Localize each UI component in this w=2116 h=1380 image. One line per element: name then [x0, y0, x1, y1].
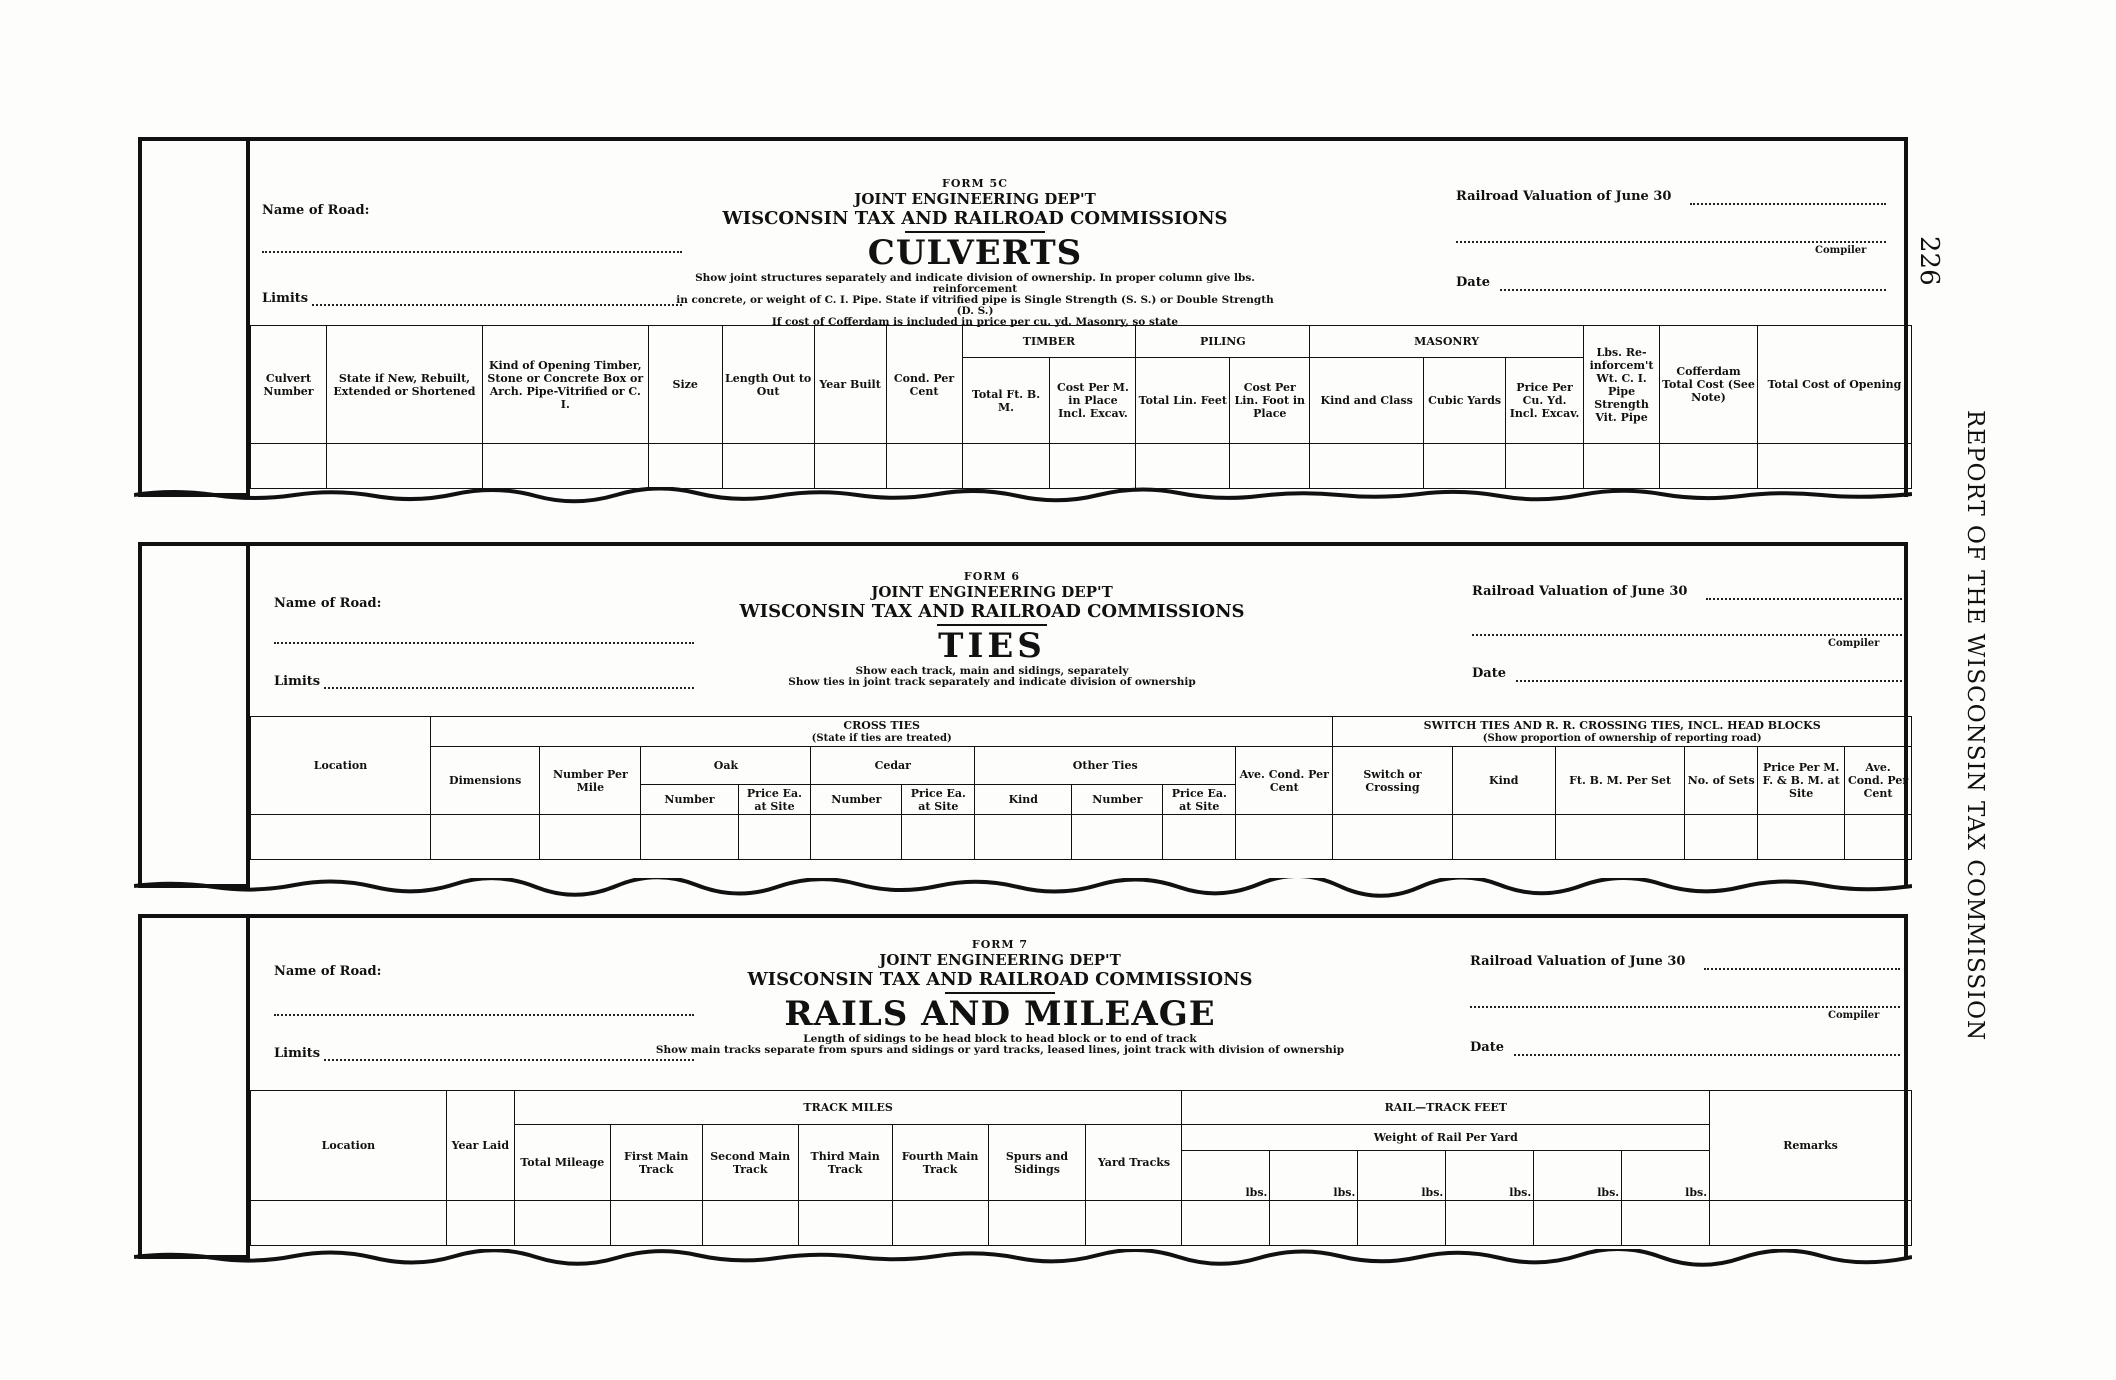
table-row — [251, 444, 1912, 489]
compiler-label: Compiler — [1815, 245, 1867, 256]
valuation-label: Railroad Valuation of June 30 — [1456, 189, 1672, 204]
form-stub — [138, 542, 250, 888]
page-number: 226 — [1914, 236, 1944, 286]
switch-ties-subtitle: (Show proportion of ownership of reporting road) — [1482, 732, 1762, 744]
col-switch-or-crossing: Switch or Crossing — [1333, 747, 1452, 815]
col-yard: Yard Tracks — [1086, 1125, 1182, 1201]
col-piling-cost: Cost Per Lin. Foot in Place — [1230, 358, 1310, 444]
col-lbs-reinforcem: Lbs. Re-inforcem't Wt. C. I. Pipe Strength Vit. Pipe — [1584, 326, 1660, 444]
name-of-road-line — [262, 251, 682, 253]
col-total-mileage: Total Mileage — [514, 1125, 610, 1201]
group-cross-ties — [431, 717, 1333, 747]
form-title: TIES — [938, 626, 1046, 666]
col-year-laid: Year Laid — [446, 1091, 514, 1201]
form-note-1: Show each track, main and sidings, separately — [855, 665, 1129, 677]
col-culvert-number: Culvert Number — [251, 326, 327, 444]
col-cond: Cond. Per Cent — [886, 326, 962, 444]
col-other-number: Number — [1072, 785, 1163, 815]
ties-table — [250, 716, 1912, 860]
group-other-ties: Other Ties — [975, 747, 1236, 785]
col-first-main: First Main Track — [610, 1125, 702, 1201]
form-title: CULVERTS — [867, 233, 1083, 273]
limits-label: Limits — [274, 1046, 321, 1061]
col-dimensions: Dimensions — [431, 747, 540, 815]
form-header — [250, 546, 1904, 716]
col-cedar-price: Price Ea. at Site — [902, 785, 975, 815]
name-of-road-label: Name of Road: — [274, 596, 382, 611]
limits-label: Limits — [274, 674, 321, 689]
cross-ties-title: CROSS TIES — [843, 718, 920, 732]
group-weight: Weight of Rail Per Yard — [1182, 1125, 1710, 1151]
form-number: FORM 5C — [942, 177, 1008, 190]
col-lbs-6: lbs. — [1622, 1151, 1710, 1201]
col-ft-bm-per-set: Ft. B. M. Per Set — [1555, 747, 1684, 815]
col-location: Location — [251, 1091, 447, 1201]
col-masonry-kind: Kind and Class — [1310, 358, 1424, 444]
col-piling-total: Total Lin. Feet — [1136, 358, 1230, 444]
compiler-line — [1472, 634, 1902, 636]
date-line — [1514, 1054, 1900, 1056]
running-head: REPORT OF THE WISCONSIN TAX COMMISSION — [1962, 410, 1988, 1042]
group-oak: Oak — [641, 747, 811, 785]
form-note-1: Length of sidings to be head block to head block or to end of track — [803, 1033, 1197, 1045]
col-no-of-sets: No. of Sets — [1685, 747, 1758, 815]
form-note-2: Show main tracks separate from spurs and sidings or yard tracks, leased lines, joint track with division of ownership — [655, 1044, 1345, 1056]
group-masonry: MASONRY — [1310, 326, 1584, 358]
valuation-line — [1706, 598, 1902, 600]
torn-edge — [134, 878, 1912, 898]
name-of-road-line — [274, 1014, 694, 1016]
form-ties — [138, 542, 1908, 888]
group-piling: PILING — [1136, 326, 1310, 358]
col-oak-number: Number — [641, 785, 738, 815]
limits-line — [324, 687, 694, 689]
col-spurs: Spurs and Sidings — [988, 1125, 1086, 1201]
group-track-miles: TRACK MILES — [514, 1091, 1182, 1125]
form-panel — [246, 914, 1908, 1259]
form-title-block — [650, 938, 1350, 1056]
date-label: Date — [1472, 666, 1506, 681]
col-lbs-4: lbs. — [1446, 1151, 1534, 1201]
col-lbs-3: lbs. — [1358, 1151, 1446, 1201]
form-note-3: If cost of Cofferdam is included in price per cu. yd. Masonry, so state — [771, 316, 1179, 328]
form-header — [250, 141, 1904, 328]
compiler-label: Compiler — [1828, 1010, 1880, 1021]
col-kind-of-opening: Kind of Opening Timber, Stone or Concrete Box or Arch. Pipe-Vitrified or C. I. — [482, 326, 648, 444]
date-line — [1516, 680, 1902, 682]
col-timber-total: Total Ft. B. M. — [962, 358, 1050, 444]
valuation-label: Railroad Valuation of June 30 — [1470, 954, 1686, 969]
form-note-2: in concrete, or weight of C. I. Pipe. State if vitrified pipe is Single Strength (S. S.) or Double Strength (D. S.) — [676, 294, 1274, 317]
commission-name: WISCONSIN TAX AND RAILROAD COMMISSIONS — [722, 208, 1228, 229]
col-masonry-price: Price Per Cu. Yd. Incl. Excav. — [1506, 358, 1584, 444]
col-fourth-main: Fourth Main Track — [892, 1125, 988, 1201]
col-state-if-new: State if New, Rebuilt, Extended or Shortened — [326, 326, 482, 444]
col-switch-kind: Kind — [1452, 747, 1555, 815]
col-ave-cond-2: Ave. Cond. Per Cent — [1845, 747, 1912, 815]
col-lbs-1: lbs. — [1182, 1151, 1270, 1201]
form-stub — [138, 914, 250, 1259]
torn-edge — [134, 487, 1912, 507]
compiler-line — [1456, 241, 1886, 243]
col-remarks: Remarks — [1710, 1091, 1912, 1201]
date-label: Date — [1456, 275, 1490, 290]
form-note-1: Show joint structures separately and indicate division of ownership. In proper column give lbs. reinforcement — [695, 272, 1255, 295]
dept-name: JOINT ENGINEERING DEP'T — [871, 583, 1113, 601]
form-header — [250, 918, 1904, 1090]
col-other-price: Price Ea. at Site — [1163, 785, 1236, 815]
compiler-line — [1470, 1006, 1900, 1008]
compiler-label: Compiler — [1828, 638, 1880, 649]
form-number: FORM 7 — [971, 938, 1029, 951]
limits-label: Limits — [262, 291, 309, 306]
table-row — [251, 815, 1912, 860]
col-timber-cost: Cost Per M. in Place Incl. Excav. — [1050, 358, 1136, 444]
commission-name: WISCONSIN TAX AND RAILROAD COMMISSIONS — [747, 969, 1253, 990]
form-panel — [246, 137, 1908, 497]
form-title-block — [682, 570, 1302, 688]
group-cedar: Cedar — [811, 747, 975, 785]
torn-edge — [134, 1249, 1912, 1269]
col-location: Location — [251, 717, 431, 815]
col-masonry-cubic: Cubic Yards — [1424, 358, 1506, 444]
valuation-label: Railroad Valuation of June 30 — [1472, 584, 1688, 599]
cross-ties-subtitle: (State if ties are treated) — [811, 732, 952, 744]
form-number: FORM 6 — [963, 570, 1021, 583]
col-third-main: Third Main Track — [798, 1125, 892, 1201]
form-stub — [138, 137, 250, 497]
form-culverts — [138, 137, 1908, 497]
date-line — [1500, 289, 1886, 291]
col-total-cost: Total Cost of Opening — [1757, 326, 1911, 444]
date-label: Date — [1470, 1040, 1504, 1055]
col-length: Length Out to Out — [722, 326, 814, 444]
col-number-per-mile: Number Per Mile — [540, 747, 641, 815]
valuation-line — [1690, 203, 1886, 205]
form-rails — [138, 914, 1908, 1259]
col-oak-price: Price Ea. at Site — [738, 785, 811, 815]
col-lbs-5: lbs. — [1534, 1151, 1622, 1201]
dept-name: JOINT ENGINEERING DEP'T — [879, 951, 1121, 969]
col-price-per-mfbm: Price Per M. F. & B. M. at Site — [1758, 747, 1845, 815]
col-size: Size — [648, 326, 722, 444]
valuation-line — [1704, 968, 1900, 970]
col-year-built: Year Built — [814, 326, 886, 444]
col-second-main: Second Main Track — [702, 1125, 798, 1201]
form-title: RAILS AND MILEAGE — [784, 994, 1216, 1034]
rails-table — [250, 1090, 1912, 1246]
col-cofferdam: Cofferdam Total Cost (See Note) — [1660, 326, 1758, 444]
table-row — [251, 1201, 1912, 1246]
col-lbs-2: lbs. — [1270, 1151, 1358, 1201]
col-ave-cond: Ave. Cond. Per Cent — [1236, 747, 1333, 815]
group-timber: TIMBER — [962, 326, 1136, 358]
culverts-table — [250, 325, 1912, 489]
group-switch-ties — [1333, 717, 1912, 747]
dept-name: JOINT ENGINEERING DEP'T — [854, 190, 1096, 208]
group-rail-track-feet: RAIL—TRACK FEET — [1182, 1091, 1710, 1125]
name-of-road-label: Name of Road: — [262, 203, 370, 218]
limits-line — [312, 304, 682, 306]
form-title-block — [670, 177, 1280, 328]
name-of-road-line — [274, 642, 694, 644]
name-of-road-label: Name of Road: — [274, 964, 382, 979]
form-panel — [246, 542, 1908, 888]
commission-name: WISCONSIN TAX AND RAILROAD COMMISSIONS — [739, 601, 1245, 622]
form-note-2: Show ties in joint track separately and indicate division of ownership — [788, 676, 1196, 688]
col-other-kind: Kind — [975, 785, 1072, 815]
col-cedar-number: Number — [811, 785, 902, 815]
switch-ties-title: SWITCH TIES AND R. R. CROSSING TIES, INCL. HEAD BLOCKS — [1423, 718, 1821, 732]
limits-line — [324, 1059, 694, 1061]
